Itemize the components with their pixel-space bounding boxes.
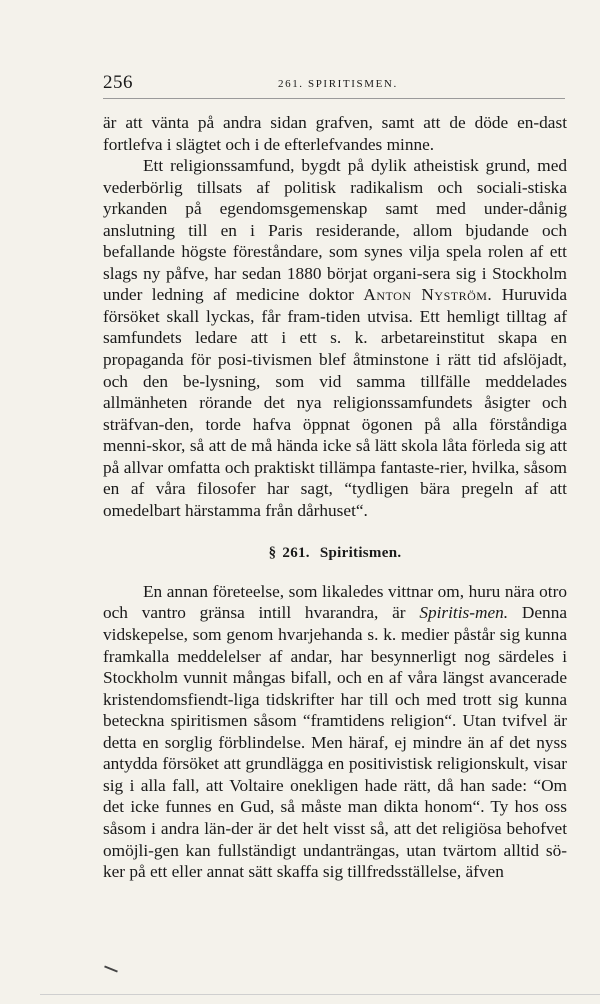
paragraph: är att vänta på andra sidan grafven, samt att de döde en-dast fortlefva i slägtet och i de efterlefvandes minne. [103,113,567,154]
paragraph [103,581,567,883]
paragraph-text: En annan företeelse, som likaledes vittnar om, huru nära otro och vantro gränsa intill hvarandra, är [103,581,567,623]
section-symbol: § [268,545,277,562]
section-number: 261. [282,545,310,562]
section-heading [103,543,567,565]
paragraph-text: Huruvida försöket skall lyckas, får fram-tiden utvisa. Ett hemligt tilltag af samfundets ledare att i ett s. k. arbetareinstitut skapa en propaganda för posi-tivismen blef åtminstone i rätt tid afslöjadt, och den be-lysning, som vid samma tillfälle meddelades allmänheten rörande det nya religionssamfundets åsigter och sträfvan-den, torde hafva öppnat ögonen på alla förståndiga menni-skor, så att de må hända icke så lätt skola låta förleda sig att på allvar omfatta och praktiskt tillämpa fantaste-rier, hvilka, såsom en af våra filosofer har sagt, “tydligen bära pregeln af att omedelbart härstamma från dårhuset“. [103,285,567,520]
person-name: Anton Nyström. [363,285,493,305]
page-number: 256 [103,72,133,93]
paragraph-text: Ett religionssamfund, bygdt på dylik atheistisk grund, med vederbörlig tillsats af politisk radikalism och sociali-stiska yrkanden på egendomsgemenskap samt med under-dånig anslutning till en i Paris residerande, allom bjudande och befallande högste föreståndare, som synes vilja spela rolen af ett slags ny påfve, har sedan 1880 börjat organi-sera sig i Stockholm under ledning af medicine doktor [103,156,567,305]
ink-mark [104,965,118,972]
body-text [103,112,567,883]
page-header [103,72,565,94]
section-title: Spiritismen. [319,545,402,562]
paragraph-text: Denna vidskepelse, som genom hvarjehanda s. k. medier påstår sig kunna framkalla meddelelser af andar, har besynnerligt nog särdeles i Stockholm vunnit mångas bifall, och en af våra längst avancerade kristendomsfiendt-liga tidskrifter har till och med trott sig kunna beteckna spiritismen såsom “framtidens religion“. Utan tvifvel är detta en sorglig förblindelse. Men häraf, ej mindre än af det nyss antydda försöket att grundlägga en positivistisk religionskult, visar sig i alla fall, att Voltaire onekligen hade rätt, då han sade: “Om det icke funnes en Gud, så måste man dikta honom“. Ty hos oss såsom i andra län-der är det helt visst så, att det religiösa behofvet omöjli-gen kan fullständigt undanträngas, utan tvärtom alltid sö-ker på ett eller annat sätt skaffa sig tillfredsställelse, äfven [103,603,568,882]
running-head: 261. SPIRITISMEN. [278,78,398,90]
header-rule [103,98,565,99]
page-edge-rule [40,994,600,995]
italic-term: Spiritis-men. [419,603,509,623]
paragraph [103,155,567,521]
